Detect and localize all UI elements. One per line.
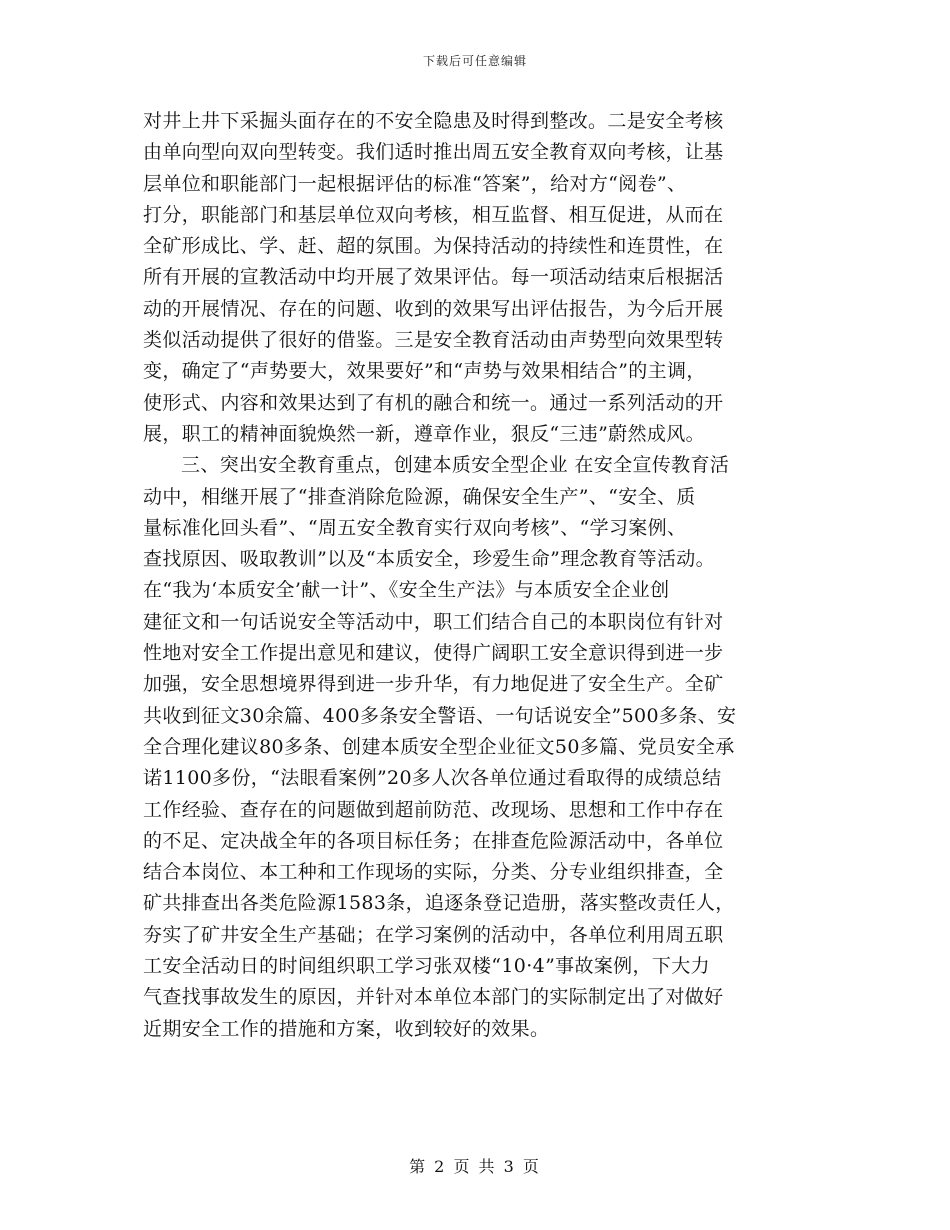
text-line: 量标准化回头看”、“周五安全教育实行双向考核”、“学习案例、 xyxy=(143,516,687,539)
text-line: 矿共排查出各类危险源1583条，追逐条登记造册，落实整改责任人， xyxy=(143,892,735,915)
text-line: 加强，安全思想境界得到进一步升华，有力地促进了安全生产。全矿 xyxy=(143,673,724,696)
text-line: 所有开展的宣教活动中均开展了效果评估。每一项活动结束后根据活 xyxy=(143,266,724,289)
header-note: 下载后可任意编辑 xyxy=(422,54,527,68)
text-line: 在“我为‘本质安全’献一计”、《安全生产法》与本质安全企业创 xyxy=(143,579,670,602)
text-line: 类似活动提供了很好的借鉴。三是安全教育活动由声势型向效果型转 xyxy=(143,329,724,352)
text-line: 共收到征文30余篇、400多条安全警语、一句话说安全”500多条、安 xyxy=(143,704,737,727)
text-line: 由单向型向双向型转变。我们适时推出周五安全教育双向考核，让基 xyxy=(143,141,724,164)
text-line: 性地对安全工作提出意见和建议，使得广阔职工安全意识得到进一步 xyxy=(143,642,724,665)
text-line: 打分，职能部门和基层单位双向考核，相互监督、相互促进，从而在 xyxy=(143,203,724,226)
text-line: 气查找事故发生的原因，并针对本单位本部门的实际制定出了对做好 xyxy=(143,986,724,1009)
text-line: 夯实了矿井安全生产基础；在学习案例的活动中，各单位利用周五职 xyxy=(143,923,724,946)
text-line: 对井上井下采掘头面存在的不安全隐患及时得到整改。二是安全考核 xyxy=(143,110,724,132)
text-line: 层单位和职能部门一起根据评估的标准“答案”，给对方“阅卷”、 xyxy=(143,172,687,195)
text-line: 变，确定了“声势要大，效果要好”和“声势与效果相结合”的主调， xyxy=(143,360,706,383)
text-line: 动的开展情况、存在的问题、收到的效果写出评估报告，为今后开展 xyxy=(143,297,724,320)
text-line: 动中，相继开展了“排查消除危险源，确保安全生产”、“安全、质 xyxy=(143,485,696,508)
text-line: 全合理化建议80多条、创建本质安全型企业征文50多篇、党员安全承 xyxy=(143,735,735,758)
text-line: 结合本岗位、本工种和工作现场的实际，分类、分专业组织排查，全 xyxy=(143,861,724,884)
text-line: 展，职工的精神面貌焕然一新，遵章作业，狠反“三违”蔚然成风。 xyxy=(143,422,705,445)
page-number: 第 2 页 共 3 页 xyxy=(409,1157,541,1176)
text-line: 的不足、定决战全年的各项目标任务；在排查危险源活动中，各单位 xyxy=(143,829,724,852)
text-line: 工作经验、查存在的问题做到超前防范、改现场、思想和工作中存在 xyxy=(143,798,724,821)
text-line: 查找原因、吸取教训”以及“本质安全，珍爱生命”理念教育等活动。 xyxy=(143,548,715,571)
section-heading-line: 三、突出安全教育重点，创建本质安全型企业 在安全宣传教育活 xyxy=(181,454,730,477)
text-line: 全矿形成比、学、赶、超的氛围。为保持活动的持续性和连贯性，在 xyxy=(143,235,724,258)
text-line: 建征文和一句话说安全等活动中，职工们结合自己的本职岗位有针对 xyxy=(143,610,724,633)
document-body xyxy=(143,106,811,1045)
text-line: 近期安全工作的措施和方案，收到较好的效果。 xyxy=(143,1017,550,1040)
text-line: 工安全活动日的时间组织职工学习张双楼“10·4”事故案例，下大力 xyxy=(143,955,710,978)
text-line: 诺1100多份，“法眼看案例”20多人次各单位通过看取得的成绩总结 xyxy=(143,767,722,790)
text-line: 使形式、内容和效果达到了有机的融合和统一。通过一系列活动的开 xyxy=(143,391,724,414)
